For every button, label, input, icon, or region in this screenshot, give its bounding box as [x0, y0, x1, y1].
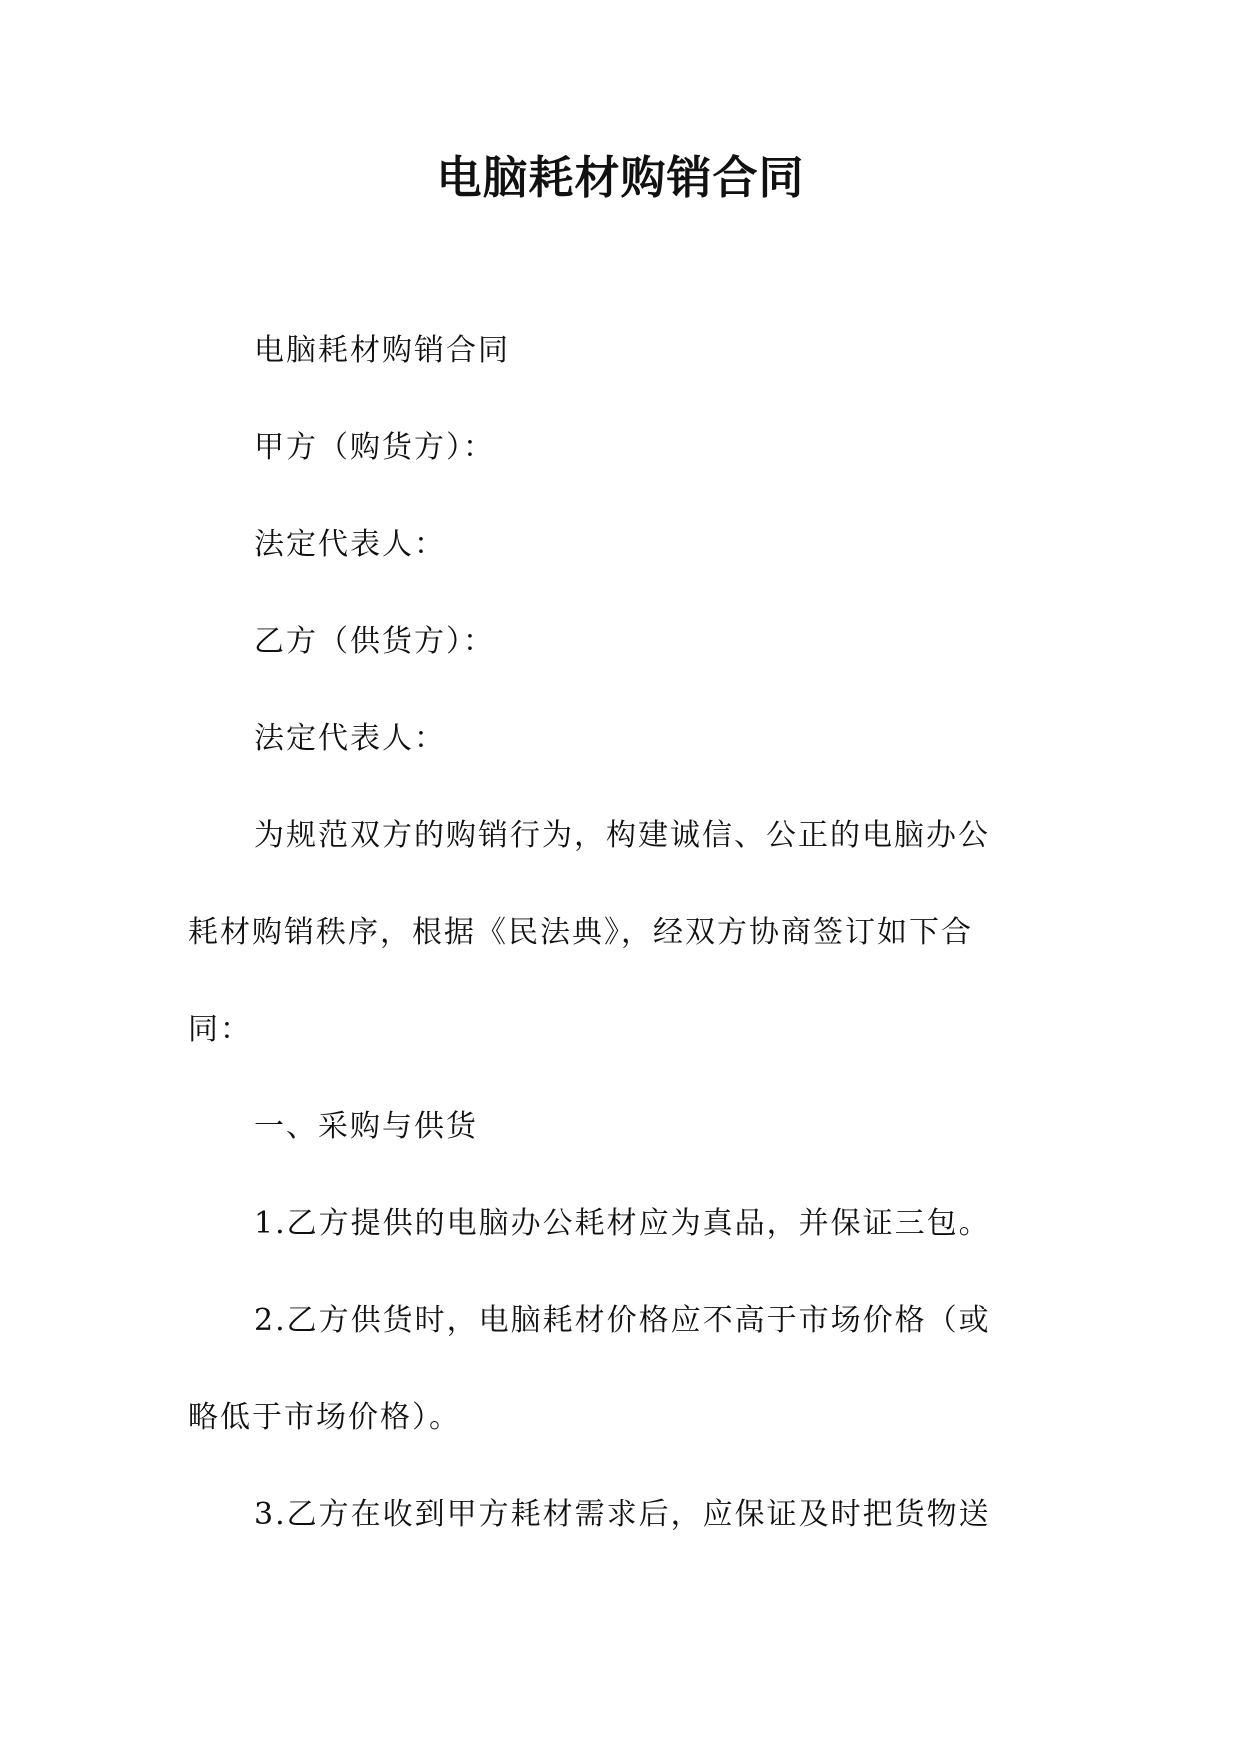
clause-1: 1.乙方提供的电脑办公耗材应为真品，并保证三包。 — [254, 1206, 991, 1241]
document-body — [188, 302, 1018, 1563]
paragraph-contract-name: 电脑耗材购销合同 — [254, 333, 510, 368]
document-title: 电脑耗材购销合同 — [436, 151, 805, 204]
paragraph-preamble: 为规范双方的购销行为，构建诚信、公正的电脑办公耗材购销秩序，根据《民法典》，经双方协商签订如下合同： — [188, 818, 990, 1047]
paragraph-party-b-representative: 法定代表人： — [254, 721, 446, 756]
paragraph-party-b: 乙方（供货方）： — [254, 624, 495, 659]
paragraph-party-a: 甲方（购货方）： — [254, 430, 495, 465]
clause-3: 3.乙方在收到甲方耗材需求后，应保证及时把货物送 — [254, 1497, 991, 1532]
section-heading-procurement: 一、采购与供货 — [254, 1109, 478, 1144]
clause-2: 2.乙方供货时，电脑耗材价格应不高于市场价格（或略低于市场价格）。 — [188, 1303, 991, 1435]
paragraph-party-a-representative: 法定代表人： — [254, 527, 446, 562]
